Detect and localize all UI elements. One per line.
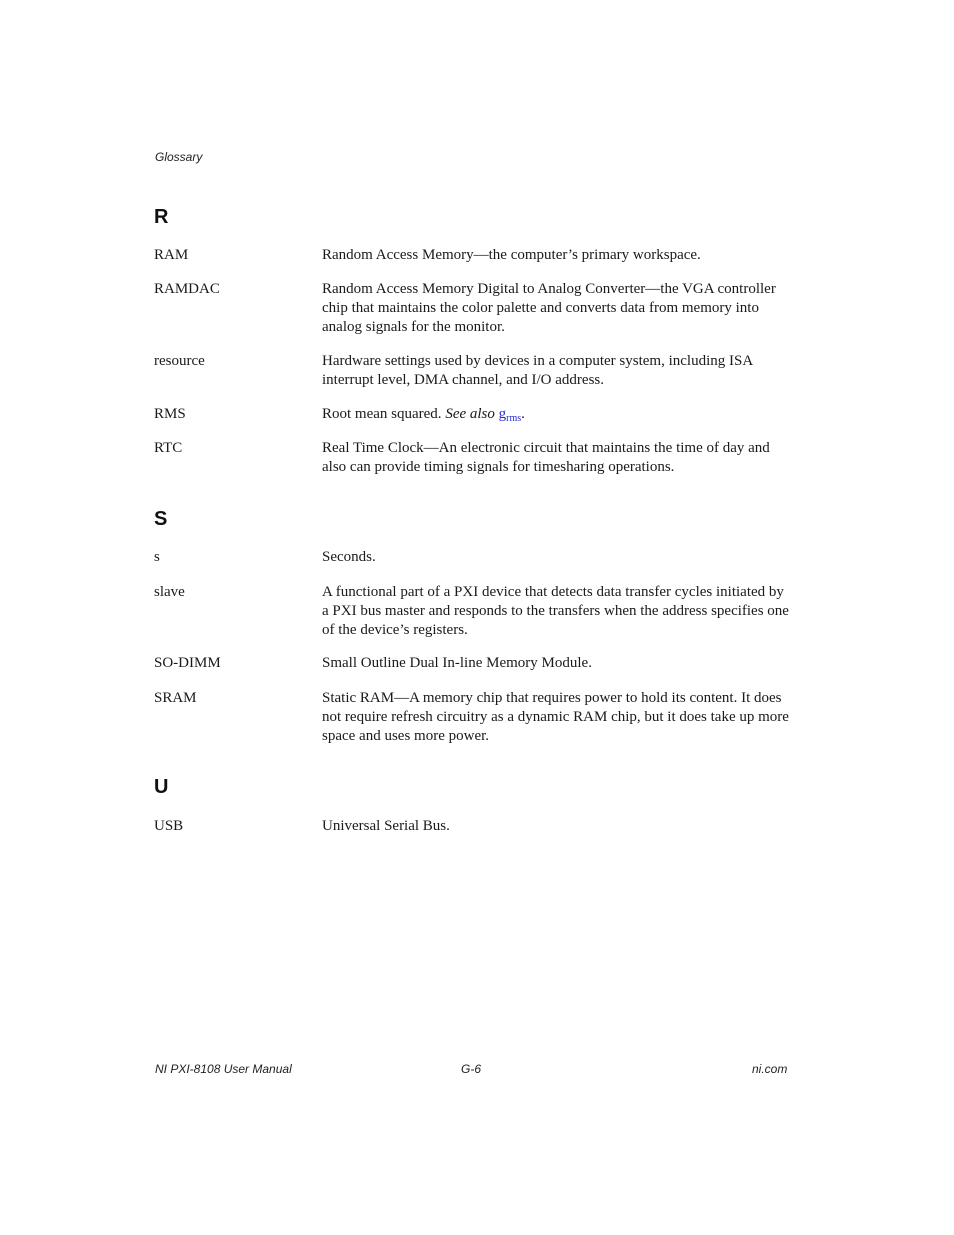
glossary-term: SRAM	[154, 690, 197, 706]
glossary-term: SO-DIMM	[154, 655, 221, 671]
section-letter-s: S	[154, 508, 168, 530]
glossary-definition: Universal Serial Bus.	[322, 818, 450, 834]
glossary-definition: Random Access Memory Digital to Analog Converter—the VGA controller chip that maintains the color palette and converts data from memory into analog signals for the monitor.	[322, 281, 776, 335]
glossary-term: RAM	[154, 247, 189, 263]
xref-subscript: rms	[506, 413, 522, 424]
footer-website: ni.com	[752, 1062, 788, 1076]
glossary-definition	[322, 405, 792, 424]
glossary-term: RTC	[154, 440, 183, 456]
glossary-definition: Static RAM—A memory chip that requires power to hold its content. It does not require refresh circuitry as a dynamic RAM chip, but it does take up more space and uses more power.	[322, 690, 789, 744]
running-head: Glossary	[155, 150, 203, 164]
footer-manual-title: NI PXI-8108 User Manual	[155, 1062, 292, 1076]
section-letter-u: U	[154, 776, 169, 798]
glossary-term: slave	[154, 584, 185, 600]
glossary-term: s	[154, 549, 160, 565]
glossary-term: RAMDAC	[154, 281, 220, 297]
glossary-definition: A functional part of a PXI device that detects data transfer cycles initiated by a PXI bus master and responds to the transfers when the address specifies one of the device’s registers.	[322, 584, 789, 638]
glossary-term: resource	[154, 353, 205, 369]
section-letter-r: R	[154, 206, 169, 228]
glossary-term: RMS	[154, 406, 186, 422]
glossary-definition: Random Access Memory—the computer’s primary workspace.	[322, 247, 701, 263]
see-also-label: See also	[445, 406, 495, 422]
glossary-term: USB	[154, 818, 184, 834]
definition-text: Root mean squared.	[322, 406, 446, 422]
glossary-definition: Small Outline Dual In-line Memory Module.	[322, 655, 592, 671]
grms-cross-reference-link[interactable]	[499, 406, 522, 422]
glossary-definition: Real Time Clock—An electronic circuit that maintains the time of day and also can provide timing signals for timesharing operations.	[322, 440, 770, 475]
definition-trailing: .	[521, 406, 525, 422]
glossary-definition: Hardware settings used by devices in a computer system, including ISA interrupt level, DMA channel, and I/O address.	[322, 353, 753, 388]
footer-page-number: G-6	[461, 1062, 482, 1076]
glossary-definition: Seconds.	[322, 549, 376, 565]
xref-base: g	[498, 406, 507, 422]
